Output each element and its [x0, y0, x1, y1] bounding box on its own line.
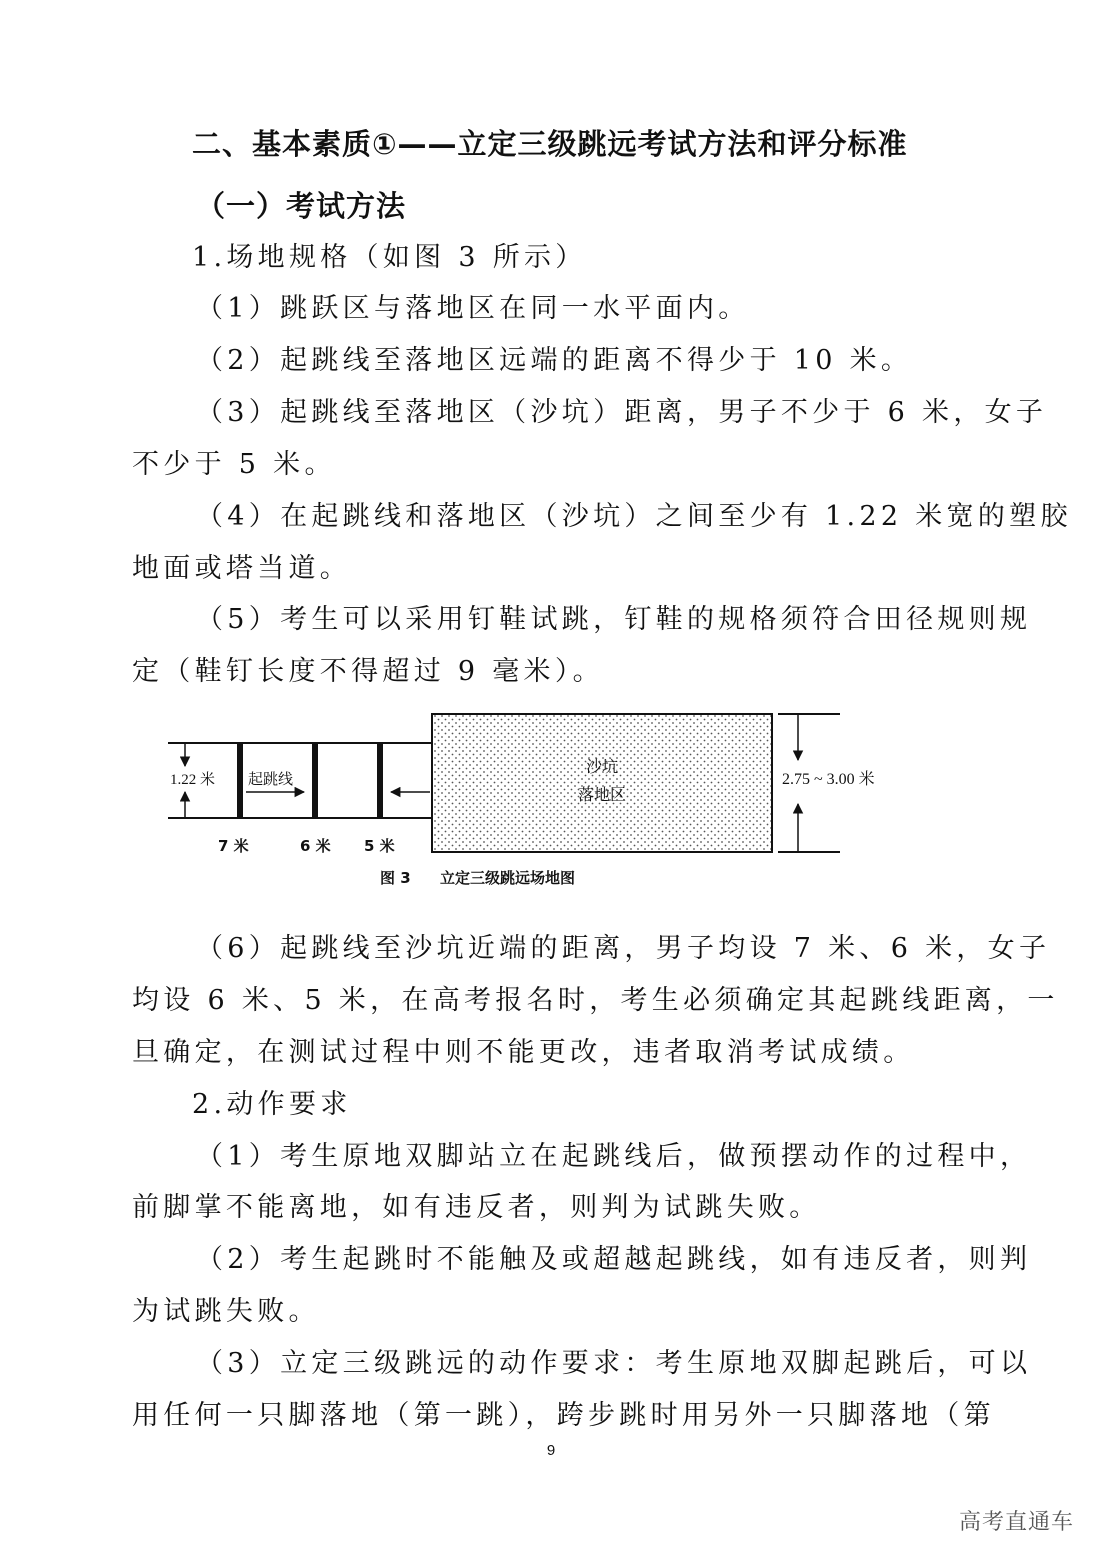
- figure-caption-number: 图 3: [380, 869, 411, 887]
- takeoff-line-6m: [312, 743, 318, 818]
- takeoff-line-5m: [377, 743, 383, 818]
- landing-area-label: 落地区: [577, 785, 627, 804]
- field-diagram: [160, 700, 920, 900]
- watermark: 高考直通车: [958, 1510, 1074, 1535]
- paragraph-line: （2）考生起跳时不能触及或超越起跳线，如有违反者，则判: [196, 1244, 1032, 1275]
- distance-6m-label: 6 米: [300, 837, 331, 855]
- paragraph-line: 定（鞋钉长度不得超过 9 毫米）。: [132, 656, 604, 687]
- paragraph-line: （1）跳跃区与落地区在同一水平面内。: [196, 293, 750, 324]
- distance-7m-label: 7 米: [218, 837, 249, 855]
- paragraph-line: （4）在起跳线和落地区（沙坑）之间至少有 1.22 米宽的塑胶: [196, 501, 1072, 532]
- paragraph-line: 不少于 5 米。: [132, 449, 336, 480]
- paragraph-line: 前脚掌不能离地，如有违反者，则判为试跳失败。: [132, 1192, 821, 1223]
- paragraph-line: 用任何一只脚落地（第一跳），跨步跳时用另外一只脚落地（第: [132, 1400, 995, 1431]
- paragraph-line: （1）考生原地双脚站立在起跳线后，做预摆动作的过程中，: [196, 1141, 1032, 1172]
- page-heading: 二、基本素质①——立定三级跳远考试方法和评分标准: [192, 127, 908, 161]
- figure-caption-text: 立定三级跳远场地图: [440, 869, 576, 887]
- paragraph-line: （3）立定三级跳远的动作要求：考生原地双脚起跳后，可以: [196, 1348, 1032, 1379]
- paragraph-line: 为试跳失败。: [132, 1296, 320, 1327]
- paragraph-line: 均设 6 米、5 米，在高考报名时，考生必须确定其起跳线距离，一: [132, 985, 1059, 1016]
- paragraph-line: （3）起跳线至落地区（沙坑）距离，男子不少于 6 米，女子: [196, 397, 1048, 428]
- paragraph-line: 1.场地规格（如图 3 所示）: [192, 242, 587, 273]
- pit-label: 沙坑: [585, 757, 619, 776]
- paragraph-line: 旦确定，在测试过程中则不能更改，违者取消考试成绩。: [132, 1037, 915, 1068]
- paragraph-line: 地面或塔当道。: [132, 553, 352, 584]
- paragraph-line: （6）起跳线至沙坑近端的距离，男子均设 7 米、6 米，女子: [196, 933, 1051, 964]
- distance-5m-label: 5 米: [364, 837, 395, 855]
- lane-width-label: 1.22 米: [170, 772, 216, 788]
- takeoff-line-7m: [237, 743, 243, 818]
- section-heading: （一）考试方法: [196, 189, 407, 223]
- paragraph-line: （2）起跳线至落地区远端的距离不得少于 10 米。: [196, 345, 913, 376]
- paragraph-line: （5）考生可以采用钉鞋试跳，钉鞋的规格须符合田径规则规: [196, 604, 1032, 635]
- page-number: 9: [546, 1442, 556, 1459]
- pit-width-label: 2.75 ~ 3.00 米: [782, 771, 875, 788]
- paragraph-line: 2.动作要求: [192, 1089, 352, 1120]
- takeoff-label: 起跳线: [248, 770, 294, 788]
